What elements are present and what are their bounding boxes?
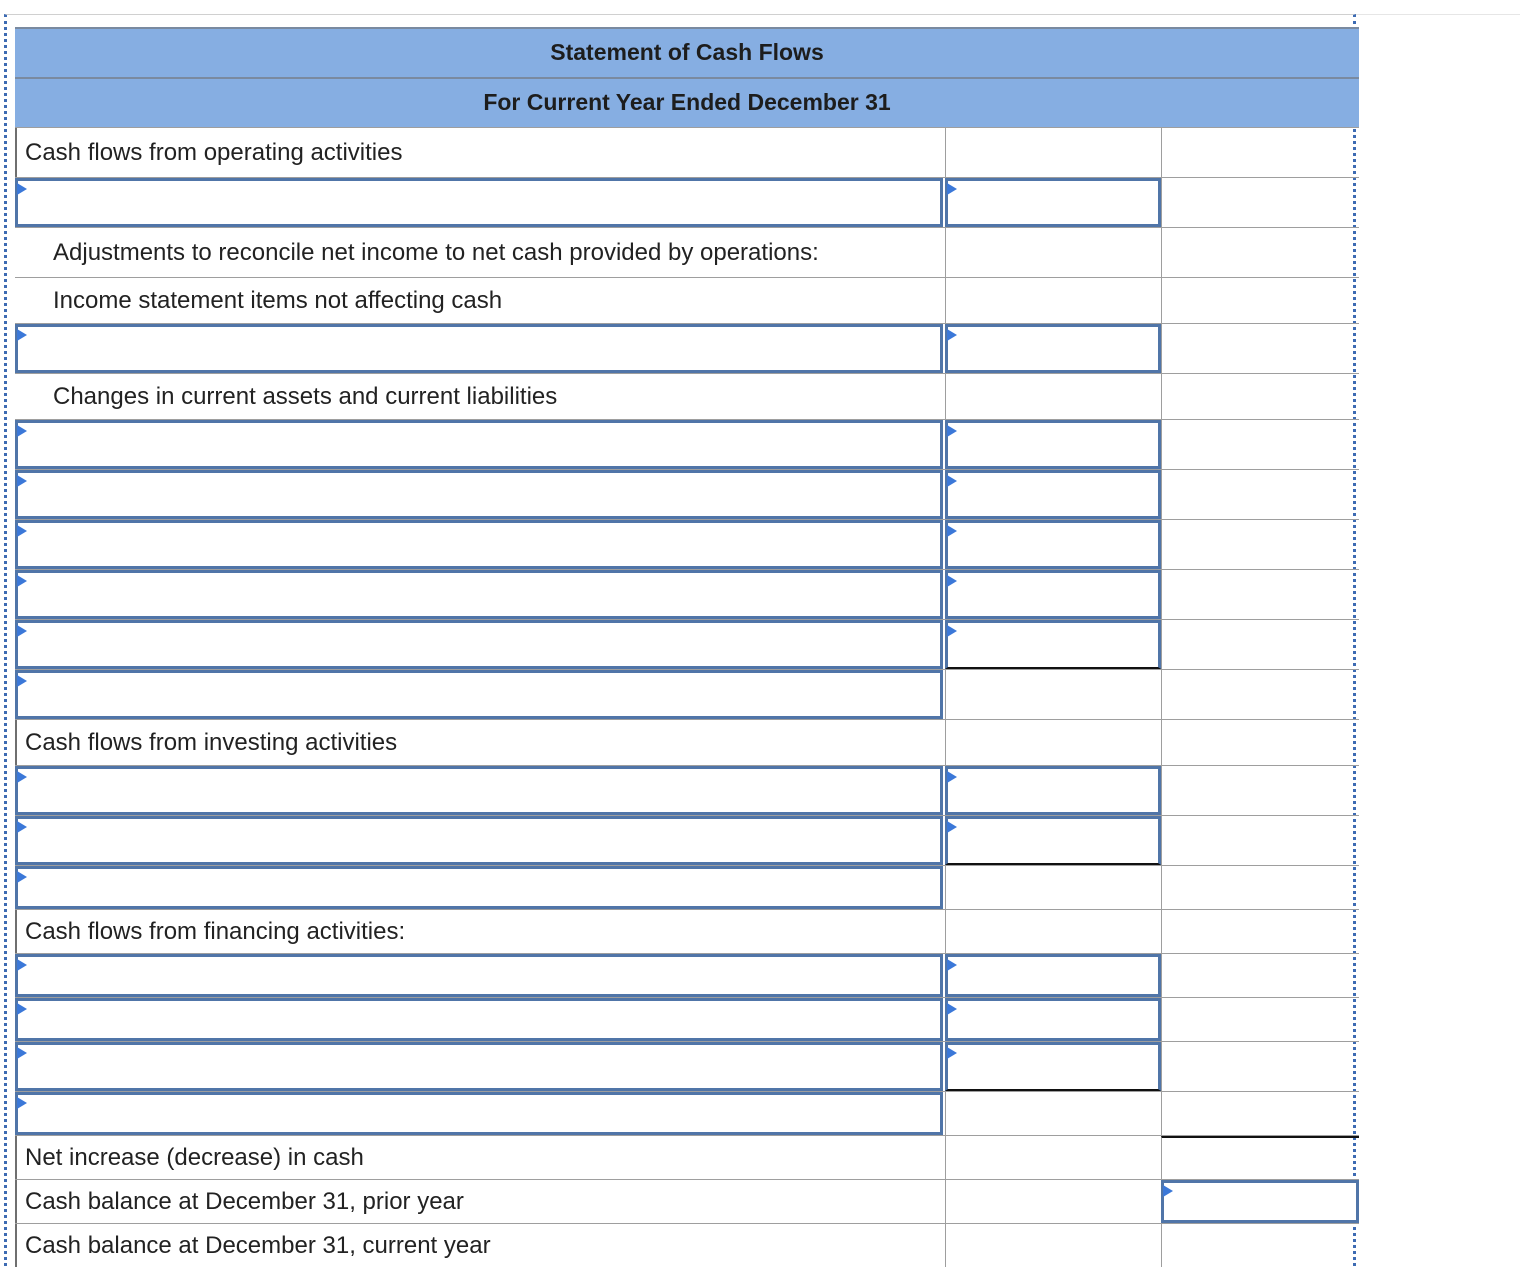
total-cell — [1161, 278, 1359, 323]
line-item-input[interactable] — [15, 816, 943, 865]
statement-row — [15, 1179, 1359, 1223]
statement-row — [15, 765, 1359, 815]
dropdown-marker-icon — [947, 475, 957, 487]
dropdown-marker-icon — [17, 871, 27, 883]
line-item-input[interactable] — [15, 324, 943, 373]
amount-cell — [945, 1180, 1161, 1223]
statement-row — [15, 1223, 1359, 1267]
row-label: Adjustments to reconcile net income to net cash provided by operations: — [53, 238, 819, 266]
dropdown-marker-icon — [947, 183, 957, 195]
statement-row — [15, 323, 1359, 373]
amount-input[interactable] — [945, 954, 1161, 997]
row-label: Cash flows from financing activities: — [15, 910, 945, 953]
total-cell — [1161, 520, 1359, 569]
statement-period: For Current Year Ended December 31 — [15, 77, 1359, 127]
dropdown-marker-icon — [17, 1047, 27, 1059]
total-cell — [1161, 1136, 1359, 1179]
dropdown-marker-icon — [17, 675, 27, 687]
amount-cell — [945, 278, 1161, 323]
statement-row — [15, 997, 1359, 1041]
amount-cell — [945, 1136, 1161, 1179]
statement-row — [15, 1041, 1359, 1091]
line-item-input[interactable] — [15, 954, 943, 997]
amount-cell — [945, 1224, 1161, 1267]
line-item-input[interactable] — [15, 470, 943, 519]
amount-input[interactable] — [945, 324, 1161, 373]
dropdown-marker-icon — [947, 821, 957, 833]
line-item-input[interactable] — [15, 178, 943, 227]
amount-input[interactable] — [945, 766, 1161, 815]
total-cell — [1161, 816, 1359, 865]
amount-input[interactable] — [945, 1042, 1161, 1091]
statement-row — [15, 127, 1359, 177]
total-cell — [1161, 954, 1359, 997]
total-cell — [1161, 228, 1359, 277]
line-item-input[interactable] — [15, 520, 943, 569]
amount-input[interactable] — [945, 998, 1161, 1041]
statement-row — [15, 719, 1359, 765]
statement-row — [15, 469, 1359, 519]
statement-row — [15, 277, 1359, 323]
row-label: Cash flows from operating activities — [15, 128, 945, 177]
dropdown-marker-icon — [947, 1003, 957, 1015]
dropdown-marker-icon — [17, 575, 27, 587]
line-item-input[interactable] — [15, 866, 943, 909]
dropdown-marker-icon — [17, 821, 27, 833]
total-cell — [1161, 570, 1359, 619]
statement-row — [15, 669, 1359, 719]
dropdown-marker-icon — [947, 771, 957, 783]
amount-input[interactable] — [945, 178, 1161, 227]
total-cell — [1161, 998, 1359, 1041]
statement-row — [15, 619, 1359, 669]
statement-row — [15, 519, 1359, 569]
total-cell — [1161, 910, 1359, 953]
amount-input[interactable] — [945, 570, 1161, 619]
dropdown-marker-icon — [17, 183, 27, 195]
row-label: Changes in current assets and current liabilities — [53, 382, 558, 410]
total-cell — [1161, 1224, 1359, 1267]
cash-balance-input[interactable] — [1161, 1180, 1359, 1223]
row-label: Income statement items not affecting cash — [53, 286, 503, 314]
amount-cell — [945, 128, 1161, 177]
line-item-input[interactable] — [15, 570, 943, 619]
total-cell — [1161, 420, 1359, 469]
statement-row — [15, 865, 1359, 909]
total-cell — [1161, 720, 1359, 765]
dropdown-marker-icon — [17, 771, 27, 783]
total-cell — [1161, 766, 1359, 815]
row-label: Cash balance at December 31, current year — [15, 1224, 945, 1267]
dropdown-marker-icon — [17, 625, 27, 637]
dropdown-marker-icon — [17, 1003, 27, 1015]
amount-cell — [945, 910, 1161, 953]
dropdown-marker-icon — [17, 425, 27, 437]
amount-input[interactable] — [945, 470, 1161, 519]
statement-row — [15, 815, 1359, 865]
total-cell — [1161, 324, 1359, 373]
line-item-input[interactable] — [15, 998, 943, 1041]
row-label: Cash balance at December 31, prior year — [15, 1180, 945, 1223]
dropdown-marker-icon — [947, 525, 957, 537]
statement-row — [15, 953, 1359, 997]
dropdown-marker-icon — [947, 959, 957, 971]
total-cell — [1161, 374, 1359, 419]
statement-row — [15, 909, 1359, 953]
total-cell — [1161, 866, 1359, 909]
statement-row — [15, 373, 1359, 419]
total-cell — [1161, 1092, 1359, 1135]
dropdown-marker-icon — [17, 329, 27, 341]
statement-row — [15, 227, 1359, 277]
amount-cell — [945, 374, 1161, 419]
line-item-input[interactable] — [15, 670, 943, 719]
total-cell — [1161, 620, 1359, 669]
line-item-input[interactable] — [15, 1092, 943, 1135]
dropdown-marker-icon — [17, 525, 27, 537]
row-label: Net increase (decrease) in cash — [15, 1136, 945, 1179]
total-cell — [1161, 128, 1359, 177]
dropdown-marker-icon — [1163, 1185, 1173, 1197]
row-label: Cash flows from investing activities — [15, 720, 945, 765]
line-item-input[interactable] — [15, 420, 943, 469]
dropdown-marker-icon — [17, 1097, 27, 1109]
amount-input[interactable] — [945, 420, 1161, 469]
dropdown-marker-icon — [17, 959, 27, 971]
dropdown-marker-icon — [947, 425, 957, 437]
cash-flow-statement-worksheet — [4, 14, 1356, 1266]
dropdown-marker-icon — [947, 575, 957, 587]
amount-cell — [945, 1092, 1161, 1135]
amount-cell — [945, 866, 1161, 909]
amount-cell — [945, 228, 1161, 277]
statement-title: Statement of Cash Flows — [15, 27, 1359, 77]
statement-row — [15, 1135, 1359, 1179]
dropdown-marker-icon — [947, 1047, 957, 1059]
amount-cell — [945, 720, 1161, 765]
total-cell — [1161, 670, 1359, 719]
statement-row — [15, 419, 1359, 469]
total-cell — [1161, 470, 1359, 519]
line-item-input[interactable] — [15, 1042, 943, 1091]
dropdown-marker-icon — [947, 329, 957, 341]
dropdown-marker-icon — [947, 625, 957, 637]
statement-row — [15, 177, 1359, 227]
dropdown-marker-icon — [17, 475, 27, 487]
line-item-input[interactable] — [15, 620, 943, 669]
amount-input[interactable] — [945, 520, 1161, 569]
line-item-input[interactable] — [15, 766, 943, 815]
statement-row — [15, 1091, 1359, 1135]
statement-row — [15, 569, 1359, 619]
top-rule — [1356, 14, 1520, 15]
amount-cell — [945, 670, 1161, 719]
total-cell — [1161, 1042, 1359, 1091]
amount-input[interactable] — [945, 620, 1161, 669]
amount-input[interactable] — [945, 816, 1161, 865]
total-cell — [1161, 178, 1359, 227]
